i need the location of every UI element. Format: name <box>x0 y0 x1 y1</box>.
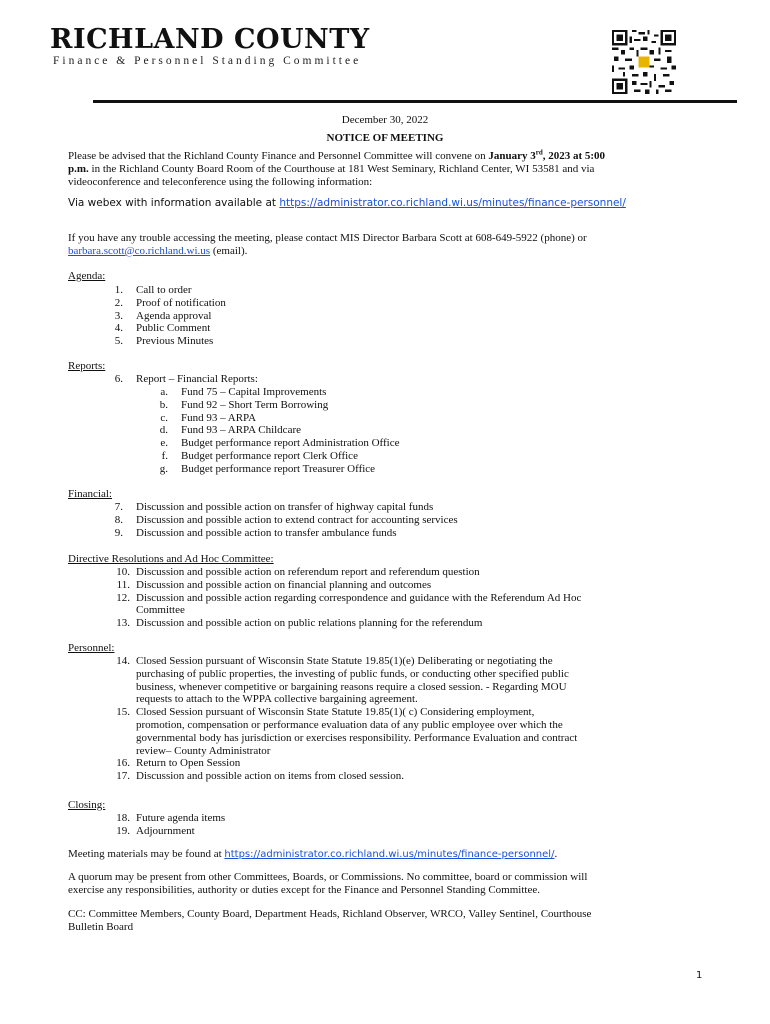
item-text-line: purchasing of public properties, the investing of public funds, or conducting other specified public <box>136 667 569 680</box>
closing-heading: Closing: <box>68 799 106 811</box>
intro-date-suffix: rd <box>535 148 543 157</box>
item-text: Fund 75 – Capital Improvements <box>181 386 327 398</box>
personnel-heading: Personnel: <box>68 642 115 654</box>
item-text: Previous Minutes <box>136 335 214 348</box>
webex-label: Via webex with information available at <box>68 197 280 209</box>
item-number: 11. <box>116 578 130 591</box>
quorum-text-a: A quorum may be present from other Committees, Boards, or Commissions. No committee, board or commission will <box>68 871 588 883</box>
item-number: 8. <box>114 513 123 526</box>
item-number: 2. <box>114 296 123 309</box>
intro-paragraph <box>68 150 708 188</box>
item-text-line: Committee <box>136 604 185 617</box>
item-number: c. <box>160 411 168 424</box>
materials-link[interactable]: https://administrator.co.richland.wi.us/minutes/finance-personnel/ <box>224 849 555 860</box>
meeting-date: December 30, 2022 <box>341 114 429 126</box>
item-number: 19. <box>116 824 130 837</box>
item-number: 13. <box>116 617 130 630</box>
item-text: Discussion and possible action to transfer ambulance funds <box>136 526 397 539</box>
item-number: 10. <box>116 566 130 578</box>
item-number: 15. <box>116 706 130 719</box>
item-text-line: Closed Session pursuant of Wisconsin State Statute 19.85(1)( c) Considering employment, <box>136 706 535 719</box>
item-text-line: Closed Session pursuant of Wisconsin State Statute 19.85(1)(e) Deliberating or negotiating the <box>136 655 553 667</box>
intro-text-c: videoconference and teleconference using the following information: <box>68 175 373 188</box>
qr-code-icon <box>612 30 676 94</box>
item-text: Fund 93 – ARPA <box>181 411 257 424</box>
email-link[interactable]: barbara.scott@co.richland.wi.us <box>68 244 211 257</box>
trouble-paragraph <box>68 232 708 258</box>
item-text-line: Discussion and possible action on referendum report and referendum question <box>136 566 480 578</box>
quorum-paragraph <box>68 871 708 897</box>
header-divider <box>93 100 737 103</box>
county-title: RICHLAND COUNTY <box>50 24 370 55</box>
item-number: f. <box>161 450 168 462</box>
cc-paragraph <box>68 908 708 934</box>
item-number: a. <box>160 386 168 398</box>
item-text: Agenda approval <box>136 309 212 322</box>
item-text: Report – Financial Reports: <box>136 373 258 385</box>
item-text: Call to order <box>136 284 192 296</box>
item-number: 7. <box>114 501 123 513</box>
intro-text-b: in the Richland County Board Room of the Courthouse at 181 West Seminary, Richland Center, WI 53581 and via <box>88 162 595 175</box>
item-number: e. <box>160 437 168 450</box>
webex-link[interactable]: https://administrator.co.richland.wi.us/minutes/finance-personnel/ <box>279 197 626 209</box>
item-number: 17. <box>116 770 130 783</box>
item-number: 12. <box>116 591 130 604</box>
item-number: 1. <box>114 284 123 296</box>
financial-heading: Financial: <box>68 488 112 500</box>
materials-end: . <box>554 848 558 860</box>
item-text-line: promotion, compensation or performance evaluation data of any public employee over which the <box>136 718 563 731</box>
item-number: 9. <box>114 526 123 539</box>
item-number: b. <box>159 398 168 411</box>
item-number: 5. <box>114 335 123 348</box>
item-text-line: Return to Open Session <box>136 757 241 770</box>
item-number: 18. <box>116 812 130 824</box>
item-number: 14. <box>116 655 130 667</box>
item-number: 3. <box>114 309 123 322</box>
item-text: Fund 92 – Short Term Borrowing <box>181 398 329 411</box>
item-text-line: Discussion and possible action on items from closed session. <box>136 770 404 783</box>
item-text: Discussion and possible action to extend contract for accounting services <box>136 513 458 526</box>
agenda-heading: Agenda: <box>68 270 106 282</box>
item-text-line: governmental body has jurisdiction or exercises responsibility. Performance Evaluation and contract <box>136 731 578 744</box>
trouble-text-b: (email). <box>210 244 248 257</box>
item-text: Budget performance report Treasurer Office <box>181 462 376 475</box>
materials-line <box>68 848 708 862</box>
intro-time: , 2023 at 5:00 <box>542 150 606 162</box>
item-text-line: Discussion and possible action on public relations planning for the referendum <box>136 617 483 630</box>
committee-subtitle: Finance & Personnel Standing Committee <box>53 55 362 67</box>
item-number: 6. <box>114 373 123 385</box>
item-text-line: business, whenever competitive or bargaining reasons require a closed session. - Regarding MOU <box>136 680 567 693</box>
item-text-line: Discussion and possible action regarding correspondence and guidance with the Referendum Ad Hoc <box>136 591 582 604</box>
webex-line <box>68 197 708 210</box>
item-number: d. <box>159 424 168 437</box>
item-text: Proof of notification <box>136 296 226 309</box>
item-text-line: requests to attach to the WPPA collective bargaining agreement. <box>136 693 418 706</box>
item-number: 16. <box>116 757 130 770</box>
item-text: Fund 93 – ARPA Childcare <box>181 424 301 437</box>
intro-text-a: Please be advised that the Richland County Finance and Personnel Committee will convene on <box>68 150 489 162</box>
item-text-line: review– County Administrator <box>136 744 271 757</box>
item-text: Discussion and possible action on transfer of highway capital funds <box>136 501 434 513</box>
materials-label: Meeting materials may be found at <box>68 848 225 860</box>
cc-text-b: Bulletin Board <box>68 920 134 933</box>
item-text: Adjournment <box>136 824 195 837</box>
item-text: Budget performance report Clerk Office <box>181 450 358 462</box>
notice-heading: NOTICE OF MEETING <box>326 132 444 144</box>
item-text: Budget performance report Administration Office <box>181 437 400 450</box>
trouble-text-a: If you have any trouble accessing the meeting, please contact MIS Director Barbara Scott at 608-649-5922 (phone) or <box>68 232 587 244</box>
item-text-line: Discussion and possible action on financial planning and outcomes <box>136 578 432 591</box>
intro-pm: p.m. <box>68 162 89 175</box>
reports-heading: Reports: <box>68 360 106 372</box>
intro-date: January 3 <box>488 150 536 162</box>
cc-text-a: CC: Committee Members, County Board, Department Heads, Richland Observer, WRCO, Valley Sentinel, Courthouse <box>68 908 592 920</box>
item-text: Public Comment <box>136 322 211 335</box>
quorum-text-b: exercise any responsibilities, authority or duties except for the Finance and Personnel Standing Committee. <box>68 883 540 896</box>
item-number: 4. <box>114 322 123 335</box>
directive-heading: Directive Resolutions and Ad Hoc Committee: <box>68 553 274 565</box>
item-number: g. <box>159 462 168 475</box>
item-text: Future agenda items <box>136 812 226 824</box>
page-number: 1 <box>696 970 703 981</box>
